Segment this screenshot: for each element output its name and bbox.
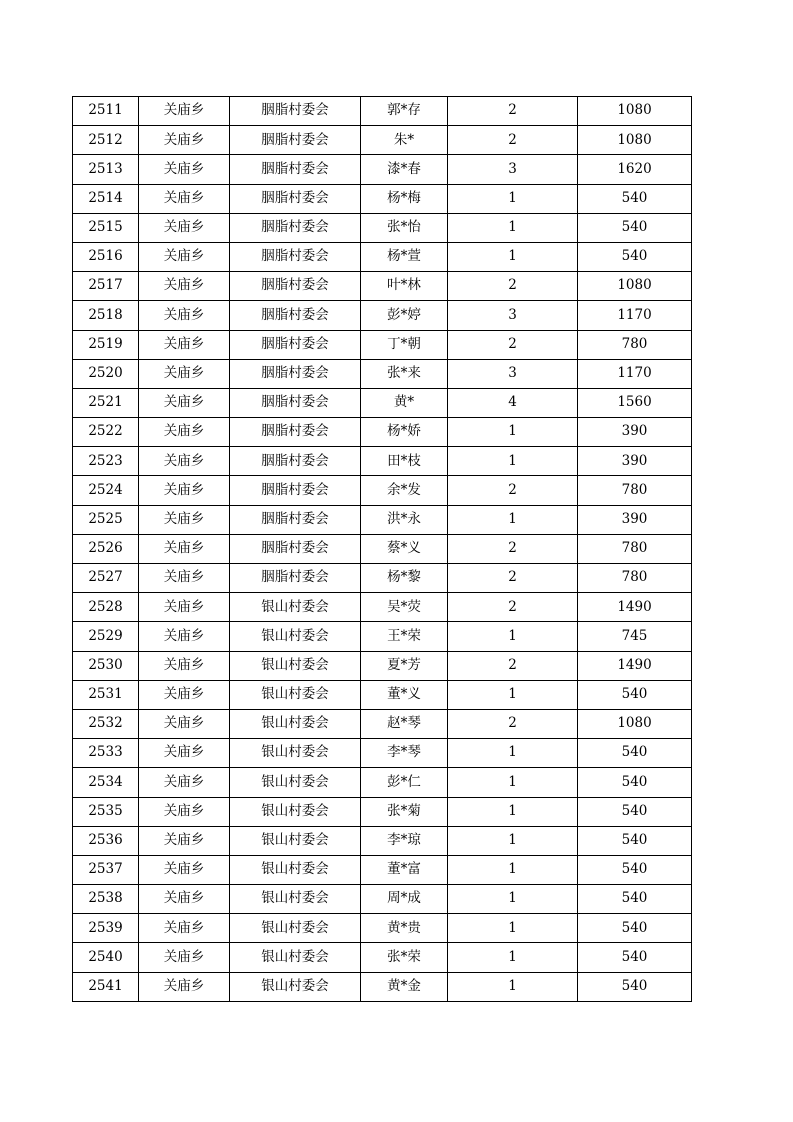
township-cell: 关庙乡 xyxy=(139,593,230,622)
table-row xyxy=(73,534,692,563)
count-cell: 1 xyxy=(448,622,578,651)
amount-cell: 540 xyxy=(578,184,692,213)
village-committee-cell: 胭脂村委会 xyxy=(230,126,361,155)
amount-cell: 390 xyxy=(578,418,692,447)
table-row xyxy=(73,97,692,126)
name-cell: 张*荣 xyxy=(361,943,448,972)
data-table xyxy=(72,96,692,1002)
village-committee-cell: 银山村委会 xyxy=(230,972,361,1001)
row-number-cell: 2535 xyxy=(73,797,139,826)
township-cell: 关庙乡 xyxy=(139,330,230,359)
village-committee-cell: 胭脂村委会 xyxy=(230,184,361,213)
name-cell: 黄* xyxy=(361,388,448,417)
name-cell: 彭*婷 xyxy=(361,301,448,330)
amount-cell: 1080 xyxy=(578,97,692,126)
name-cell: 杨*黎 xyxy=(361,564,448,593)
township-cell: 关庙乡 xyxy=(139,826,230,855)
amount-cell: 1170 xyxy=(578,359,692,388)
village-committee-cell: 银山村委会 xyxy=(230,593,361,622)
count-cell: 1 xyxy=(448,914,578,943)
name-cell: 丁*朝 xyxy=(361,330,448,359)
row-number-cell: 2531 xyxy=(73,680,139,709)
amount-cell: 1490 xyxy=(578,651,692,680)
count-cell: 2 xyxy=(448,709,578,738)
row-number-cell: 2519 xyxy=(73,330,139,359)
row-number-cell: 2537 xyxy=(73,855,139,884)
township-cell: 关庙乡 xyxy=(139,797,230,826)
name-cell: 蔡*义 xyxy=(361,534,448,563)
table-row xyxy=(73,359,692,388)
count-cell: 1 xyxy=(448,418,578,447)
count-cell: 1 xyxy=(448,826,578,855)
amount-cell: 540 xyxy=(578,972,692,1001)
township-cell: 关庙乡 xyxy=(139,914,230,943)
count-cell: 3 xyxy=(448,155,578,184)
township-cell: 关庙乡 xyxy=(139,943,230,972)
table-row xyxy=(73,797,692,826)
table-row xyxy=(73,330,692,359)
table-row xyxy=(73,768,692,797)
village-committee-cell: 银山村委会 xyxy=(230,826,361,855)
amount-cell: 540 xyxy=(578,768,692,797)
village-committee-cell: 银山村委会 xyxy=(230,709,361,738)
name-cell: 赵*琴 xyxy=(361,709,448,738)
township-cell: 关庙乡 xyxy=(139,97,230,126)
name-cell: 黄*贵 xyxy=(361,914,448,943)
township-cell: 关庙乡 xyxy=(139,213,230,242)
amount-cell: 540 xyxy=(578,914,692,943)
name-cell: 李*琼 xyxy=(361,826,448,855)
amount-cell: 540 xyxy=(578,826,692,855)
table-row xyxy=(73,885,692,914)
amount-cell: 780 xyxy=(578,330,692,359)
table-row xyxy=(73,855,692,884)
row-number-cell: 2525 xyxy=(73,505,139,534)
township-cell: 关庙乡 xyxy=(139,184,230,213)
row-number-cell: 2523 xyxy=(73,447,139,476)
township-cell: 关庙乡 xyxy=(139,739,230,768)
row-number-cell: 2514 xyxy=(73,184,139,213)
count-cell: 3 xyxy=(448,359,578,388)
amount-cell: 1080 xyxy=(578,272,692,301)
count-cell: 1 xyxy=(448,447,578,476)
row-number-cell: 2534 xyxy=(73,768,139,797)
name-cell: 张*菊 xyxy=(361,797,448,826)
table-row xyxy=(73,739,692,768)
table-row xyxy=(73,476,692,505)
village-committee-cell: 胭脂村委会 xyxy=(230,388,361,417)
name-cell: 余*发 xyxy=(361,476,448,505)
table-row xyxy=(73,213,692,242)
name-cell: 黄*金 xyxy=(361,972,448,1001)
village-committee-cell: 胭脂村委会 xyxy=(230,330,361,359)
village-committee-cell: 胭脂村委会 xyxy=(230,447,361,476)
name-cell: 吴*荧 xyxy=(361,593,448,622)
count-cell: 1 xyxy=(448,680,578,709)
table-row xyxy=(73,272,692,301)
row-number-cell: 2527 xyxy=(73,564,139,593)
table-row xyxy=(73,447,692,476)
row-number-cell: 2517 xyxy=(73,272,139,301)
row-number-cell: 2511 xyxy=(73,97,139,126)
table-row xyxy=(73,564,692,593)
amount-cell: 780 xyxy=(578,564,692,593)
amount-cell: 540 xyxy=(578,797,692,826)
village-committee-cell: 胭脂村委会 xyxy=(230,505,361,534)
name-cell: 周*成 xyxy=(361,885,448,914)
village-committee-cell: 银山村委会 xyxy=(230,885,361,914)
row-number-cell: 2521 xyxy=(73,388,139,417)
township-cell: 关庙乡 xyxy=(139,855,230,884)
row-number-cell: 2536 xyxy=(73,826,139,855)
count-cell: 1 xyxy=(448,943,578,972)
table-row xyxy=(73,505,692,534)
count-cell: 2 xyxy=(448,97,578,126)
row-number-cell: 2515 xyxy=(73,213,139,242)
township-cell: 关庙乡 xyxy=(139,301,230,330)
row-number-cell: 2524 xyxy=(73,476,139,505)
township-cell: 关庙乡 xyxy=(139,505,230,534)
amount-cell: 540 xyxy=(578,855,692,884)
count-cell: 2 xyxy=(448,272,578,301)
village-committee-cell: 胭脂村委会 xyxy=(230,155,361,184)
amount-cell: 540 xyxy=(578,213,692,242)
count-cell: 3 xyxy=(448,301,578,330)
row-number-cell: 2538 xyxy=(73,885,139,914)
township-cell: 关庙乡 xyxy=(139,709,230,738)
village-committee-cell: 胭脂村委会 xyxy=(230,213,361,242)
amount-cell: 540 xyxy=(578,680,692,709)
township-cell: 关庙乡 xyxy=(139,651,230,680)
table-body xyxy=(73,97,692,1002)
amount-cell: 540 xyxy=(578,943,692,972)
count-cell: 2 xyxy=(448,534,578,563)
name-cell: 杨*萱 xyxy=(361,242,448,271)
village-committee-cell: 胭脂村委会 xyxy=(230,534,361,563)
table-row xyxy=(73,622,692,651)
village-committee-cell: 胭脂村委会 xyxy=(230,97,361,126)
village-committee-cell: 银山村委会 xyxy=(230,797,361,826)
township-cell: 关庙乡 xyxy=(139,680,230,709)
village-committee-cell: 胭脂村委会 xyxy=(230,301,361,330)
township-cell: 关庙乡 xyxy=(139,768,230,797)
village-committee-cell: 胭脂村委会 xyxy=(230,359,361,388)
village-committee-cell: 银山村委会 xyxy=(230,739,361,768)
table-row xyxy=(73,651,692,680)
count-cell: 1 xyxy=(448,972,578,1001)
township-cell: 关庙乡 xyxy=(139,885,230,914)
table-row xyxy=(73,943,692,972)
name-cell: 郭*存 xyxy=(361,97,448,126)
township-cell: 关庙乡 xyxy=(139,359,230,388)
row-number-cell: 2518 xyxy=(73,301,139,330)
township-cell: 关庙乡 xyxy=(139,622,230,651)
township-cell: 关庙乡 xyxy=(139,388,230,417)
name-cell: 朱* xyxy=(361,126,448,155)
row-number-cell: 2513 xyxy=(73,155,139,184)
township-cell: 关庙乡 xyxy=(139,272,230,301)
township-cell: 关庙乡 xyxy=(139,972,230,1001)
township-cell: 关庙乡 xyxy=(139,418,230,447)
row-number-cell: 2516 xyxy=(73,242,139,271)
amount-cell: 780 xyxy=(578,476,692,505)
name-cell: 洪*永 xyxy=(361,505,448,534)
count-cell: 2 xyxy=(448,593,578,622)
count-cell: 2 xyxy=(448,330,578,359)
village-committee-cell: 银山村委会 xyxy=(230,914,361,943)
name-cell: 杨*梅 xyxy=(361,184,448,213)
row-number-cell: 2541 xyxy=(73,972,139,1001)
count-cell: 1 xyxy=(448,885,578,914)
count-cell: 1 xyxy=(448,242,578,271)
name-cell: 李*琴 xyxy=(361,739,448,768)
village-committee-cell: 胭脂村委会 xyxy=(230,476,361,505)
amount-cell: 780 xyxy=(578,534,692,563)
table-row xyxy=(73,155,692,184)
amount-cell: 390 xyxy=(578,505,692,534)
village-committee-cell: 胭脂村委会 xyxy=(230,272,361,301)
table-row xyxy=(73,826,692,855)
name-cell: 夏*芳 xyxy=(361,651,448,680)
village-committee-cell: 胭脂村委会 xyxy=(230,564,361,593)
row-number-cell: 2529 xyxy=(73,622,139,651)
name-cell: 张*来 xyxy=(361,359,448,388)
table-row xyxy=(73,184,692,213)
village-committee-cell: 银山村委会 xyxy=(230,680,361,709)
count-cell: 1 xyxy=(448,797,578,826)
table-row xyxy=(73,126,692,155)
name-cell: 田*枝 xyxy=(361,447,448,476)
township-cell: 关庙乡 xyxy=(139,242,230,271)
township-cell: 关庙乡 xyxy=(139,155,230,184)
count-cell: 2 xyxy=(448,476,578,505)
row-number-cell: 2540 xyxy=(73,943,139,972)
row-number-cell: 2539 xyxy=(73,914,139,943)
amount-cell: 745 xyxy=(578,622,692,651)
name-cell: 张*怡 xyxy=(361,213,448,242)
table-row xyxy=(73,972,692,1001)
count-cell: 1 xyxy=(448,213,578,242)
name-cell: 王*荣 xyxy=(361,622,448,651)
count-cell: 2 xyxy=(448,651,578,680)
amount-cell: 540 xyxy=(578,885,692,914)
count-cell: 2 xyxy=(448,564,578,593)
township-cell: 关庙乡 xyxy=(139,447,230,476)
count-cell: 1 xyxy=(448,184,578,213)
township-cell: 关庙乡 xyxy=(139,534,230,563)
row-number-cell: 2512 xyxy=(73,126,139,155)
name-cell: 董*富 xyxy=(361,855,448,884)
row-number-cell: 2533 xyxy=(73,739,139,768)
amount-cell: 1080 xyxy=(578,709,692,738)
count-cell: 1 xyxy=(448,505,578,534)
row-number-cell: 2528 xyxy=(73,593,139,622)
table-row xyxy=(73,680,692,709)
name-cell: 彭*仁 xyxy=(361,768,448,797)
name-cell: 漆*春 xyxy=(361,155,448,184)
row-number-cell: 2526 xyxy=(73,534,139,563)
table-row xyxy=(73,709,692,738)
name-cell: 杨*娇 xyxy=(361,418,448,447)
count-cell: 1 xyxy=(448,739,578,768)
village-committee-cell: 胭脂村委会 xyxy=(230,418,361,447)
amount-cell: 1560 xyxy=(578,388,692,417)
amount-cell: 540 xyxy=(578,739,692,768)
village-committee-cell: 银山村委会 xyxy=(230,651,361,680)
township-cell: 关庙乡 xyxy=(139,564,230,593)
row-number-cell: 2532 xyxy=(73,709,139,738)
count-cell: 1 xyxy=(448,768,578,797)
amount-cell: 1490 xyxy=(578,593,692,622)
table-row xyxy=(73,242,692,271)
village-committee-cell: 银山村委会 xyxy=(230,768,361,797)
amount-cell: 1620 xyxy=(578,155,692,184)
name-cell: 叶*林 xyxy=(361,272,448,301)
name-cell: 董*义 xyxy=(361,680,448,709)
table-row xyxy=(73,914,692,943)
row-number-cell: 2522 xyxy=(73,418,139,447)
table-row xyxy=(73,301,692,330)
table-row xyxy=(73,593,692,622)
amount-cell: 390 xyxy=(578,447,692,476)
count-cell: 4 xyxy=(448,388,578,417)
village-committee-cell: 胭脂村委会 xyxy=(230,242,361,271)
amount-cell: 1080 xyxy=(578,126,692,155)
village-committee-cell: 银山村委会 xyxy=(230,943,361,972)
amount-cell: 540 xyxy=(578,242,692,271)
row-number-cell: 2520 xyxy=(73,359,139,388)
township-cell: 关庙乡 xyxy=(139,126,230,155)
village-committee-cell: 银山村委会 xyxy=(230,622,361,651)
table-row xyxy=(73,388,692,417)
row-number-cell: 2530 xyxy=(73,651,139,680)
count-cell: 2 xyxy=(448,126,578,155)
township-cell: 关庙乡 xyxy=(139,476,230,505)
table-row xyxy=(73,418,692,447)
amount-cell: 1170 xyxy=(578,301,692,330)
count-cell: 1 xyxy=(448,855,578,884)
village-committee-cell: 银山村委会 xyxy=(230,855,361,884)
